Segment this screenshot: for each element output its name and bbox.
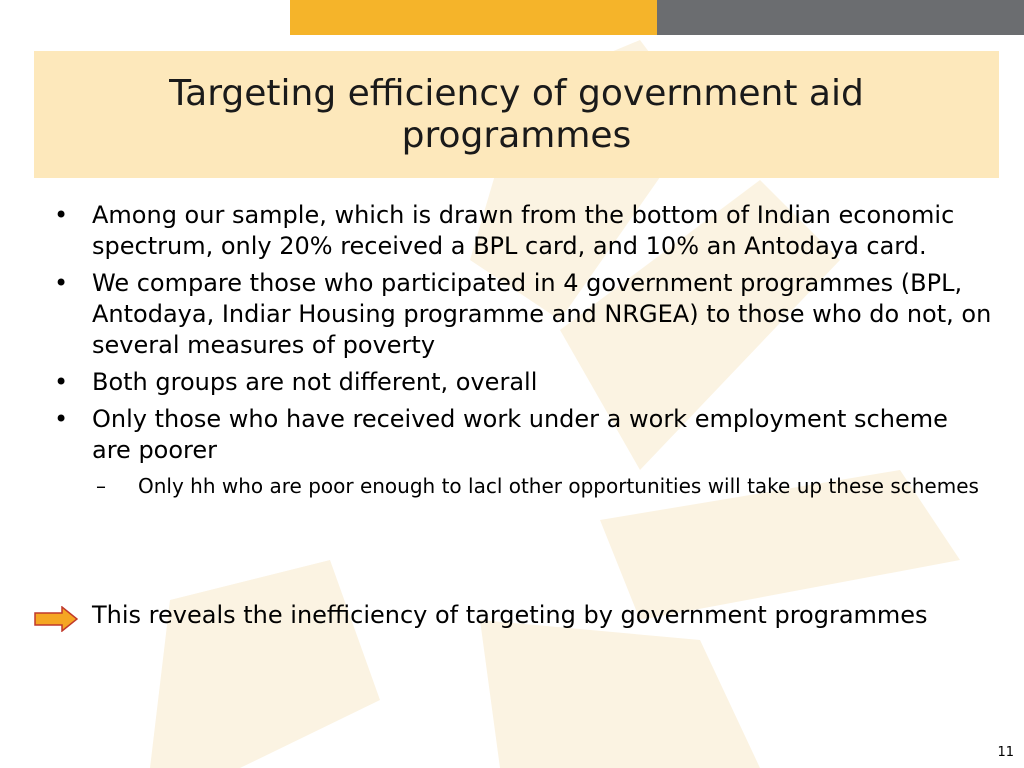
bullet-marker: • [54,405,69,433]
sub-bullet-marker: – [96,474,106,498]
bullet-item [54,200,994,262]
bullet-item [54,367,994,398]
slide-title: Targeting efficiency of government aid programmes [169,72,864,156]
conclusion-row [34,600,994,636]
header-accent-gray [657,0,1024,35]
bullet-text: Both groups are not different, overall [92,368,538,396]
bullet-marker: • [54,201,69,229]
bullet-text: Only those who have received work under a work employment scheme are poorer [92,405,948,464]
sub-bullet-text: Only hh who are poor enough to lacl other opportunities will take up these schemes [138,474,979,498]
bullet-marker: • [54,368,69,396]
bullet-item [54,404,994,466]
bullet-item [54,268,994,361]
bullet-text: We compare those who participated in 4 government programmes (BPL, Antodaya, Indiar Housing programme and NRGEA) to those who do not, on several measures of poverty [92,269,992,359]
title-banner [34,51,999,178]
sub-bullet-item [96,472,994,500]
right-arrow-icon [34,600,92,636]
page-number: 11 [997,745,1014,760]
header-accent-yellow [290,0,657,35]
bullet-marker: • [54,269,69,297]
bullet-text: Among our sample, which is drawn from the bottom of Indian economic spectrum, only 20% received a BPL card, and 10% an Antodaya card. [92,201,955,260]
conclusion-text: This reveals the inefficiency of targeting by government programmes [92,601,928,629]
bullet-list [54,200,994,500]
